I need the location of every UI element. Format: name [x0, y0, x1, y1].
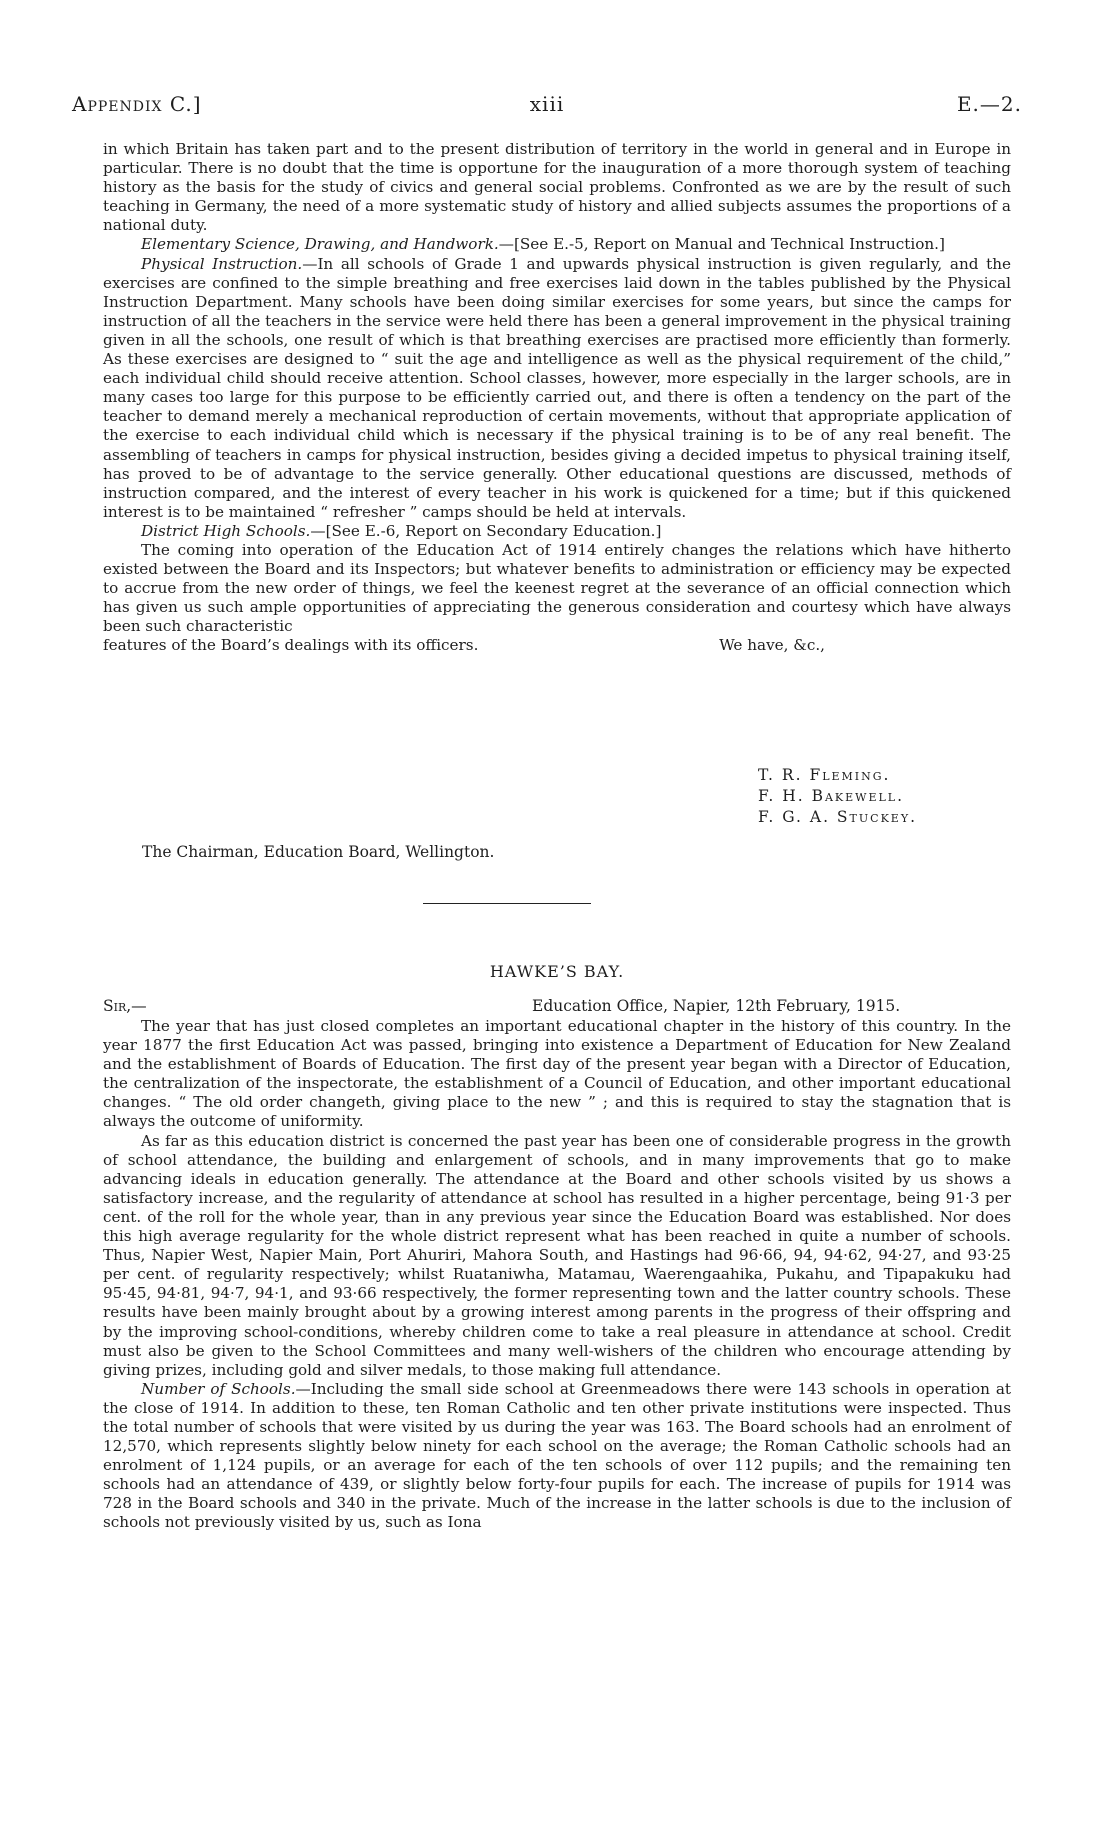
- section-heading-number-of-schools: Number of Schools.: [141, 1379, 296, 1398]
- appendix-label: Appendix C.]: [72, 92, 202, 116]
- section-heading-physical-instruction: Physical Instruction.: [141, 254, 303, 273]
- page-number: xiii: [529, 92, 565, 116]
- we-have: We have, &c.,: [719, 636, 825, 655]
- addressee: The Chairman, Education Board, Wellington.: [142, 843, 495, 861]
- page-header: [72, 92, 1022, 122]
- paragraph-text: —Including the small side school at Greenmeadows there were 143 schools in operation at the close of 1914. In addition to these, ten Roman Catholic and ten other private institutions were inspected. Thus the total number of schools that were visited by us during the year was 163. The Board schools had an enrolment of 12,570, which represents slightly below ninety for each school on the average; the Roman Catholic schools had an enrolment of 1,124 pupils, or an average for each of the ten schools of over 112 pupils; and the remaining ten schools had an attendance of 439, or slightly below forty-four pupils for each. The increase of pupils for 1914 was 728 in the Board schools and 340 in the private. Much of the increase in the latter schools is due to the inclusion of schools not previously visited by us, such as Iona: [103, 1379, 1011, 1532]
- paragraph-attendance: As far as this education district is concerned the past year has been one of considerable progress in the growth of school attendance, the building and enlargement of schools, and in many improvements that go to make advancing ideals in education generally. The attendance at the Board and other schools visited by us shows a satisfactory increase, and the regularity of attendance at school has resulted in a higher percentage, being 91·3 per cent. of the roll for the whole year, than in any previous year since the Education Board was established. Nor does this high average regularity for the whole district represent what has been reached in quite a number of schools. Thus, Napier West, Napier Main, Port Ahuriri, Mahora South, and Hastings had 96·66, 94, 94·62, 94·27, and 93·25 per cent. of regularity respectively; whilst Ruataniwha, Matamau, Waerengaahika, Pukahu, and Tipapakuku had 95·45, 94·81, 94·7, 94·1, and 93·66 respectively, the former representing town and the latter country schools. These results have been mainly brought about by a growing interest among parents in the progress of their offspring and by the improving school-conditions, whereby children come to take a real pleasure in attendance at school. Credit must also be given to the School Committees and many well-wishers of the children who encourage attending by giving prizes, including gold and silver medals, to those making full attendance.: [103, 1131, 1011, 1379]
- salutation: Sir,—: [103, 997, 147, 1015]
- paragraph-elementary-science: [103, 235, 1011, 254]
- wellington-report-text: [103, 140, 1011, 656]
- signoff-line: [103, 636, 1011, 655]
- paragraph-history: in which Britain has taken part and to the present distribution of territory in the world in general and in Europe in particular. There is no doubt that the time is opportune for the inauguration of a more thorough system of teaching history as the basis for the study of civics and general social problems. Confronted as we are by the result of such teaching in Germany, the need of a more systematic study of history and allied subjects assumes the proportions of a national duty.: [103, 140, 1011, 235]
- paragraph-text: —[See E.-6, Report on Secondary Education.]: [310, 521, 662, 540]
- paragraph-number-of-schools: [103, 1380, 1011, 1533]
- signature-fleming: T. R. Fleming.: [758, 766, 891, 784]
- document-reference: E.—2.: [956, 92, 1022, 116]
- paragraph-district-high-schools: [103, 522, 1011, 541]
- paragraph-education-chapter: The year that has just closed completes an important educational chapter in the history of this country. In the year 1877 the first Education Act was passed, bringing into existence a Department of Education for New Zealand and the establishment of Boards of Education. The first day of the present year began with a Director of Education, the centralization of the inspectorate, the establishment of a Council of Education, and other important educational changes. “ The old order changeth, giving place to the new ” ; and this is required to stay the stagnation that is always the outcome of uniformity.: [103, 1017, 1011, 1131]
- paragraph-physical-instruction: [103, 255, 1011, 522]
- section-title: HAWKE’S BAY.: [489, 962, 625, 981]
- paragraph-text: —In all schools of Grade 1 and upwards physical instruction is given regularly, and the exercises are confined to the simple breathing and free exercises laid down in the tables published by the Physical Instruction Department. Many schools have been doing similar exercises for some years, but since the camps for instruction of all the teachers in the service were held there has been a general improvement in the physical training given in all the schools, one result of which is that breathing exercises are practised more efficiently than formerly. As these exercises are designed to “ suit the age and intelligence as well as the physical requirement of the child,” each individual child should receive attention. School classes, however, more especially in the larger schools, are in many cases too large for this purpose to be efficiently carried out, and there is often a tendency on the part of the teacher to demand merely a mechanical reproduction of certain movements, without that appropriate application of the exercise to each individual child which is necessary if the physical training is to be of any real benefit. The assembling of teachers in camps for physical instruction, besides giving a decided impetus to physical training itself, has proved to be of advantage to the service generally. Other educational questions are discussed, methods of instruction compared, and the interest of every teacher in his work is quickened for a time; but if this quickened interest is to be maintained “ refresher ” camps should be held at intervals.: [103, 254, 1011, 521]
- paragraph-last-line: features of the Board’s dealings with its officers.: [103, 636, 479, 655]
- dateline: Education Office, Napier, 12th February, 1915.: [532, 997, 901, 1015]
- hawkes-bay-report-text: [103, 1017, 1011, 1533]
- paragraph-text: —[See E.-5, Report on Manual and Technical Instruction.]: [498, 235, 945, 254]
- signature-stuckey: F. G. A. Stuckey.: [758, 808, 918, 826]
- paragraph-education-act: The coming into operation of the Education Act of 1914 entirely changes the relations which have hitherto existed between the Board and its Inspectors; but whatever benefits to administration or efficiency may be expected to accrue from the new order of things, we feel the keenest regret at the severance of an official connection which has given us such ample opportunities of appreciating the generous consideration and courtesy which have always been such characteristic: [103, 540, 1011, 636]
- section-heading-elementary-science: Elementary Science, Drawing, and Handwork.: [141, 235, 499, 254]
- section-heading-district-high-schools: District High Schools.: [141, 521, 311, 540]
- signature-bakewell: F. H. Bakewell.: [758, 787, 905, 805]
- section-divider: [423, 903, 591, 904]
